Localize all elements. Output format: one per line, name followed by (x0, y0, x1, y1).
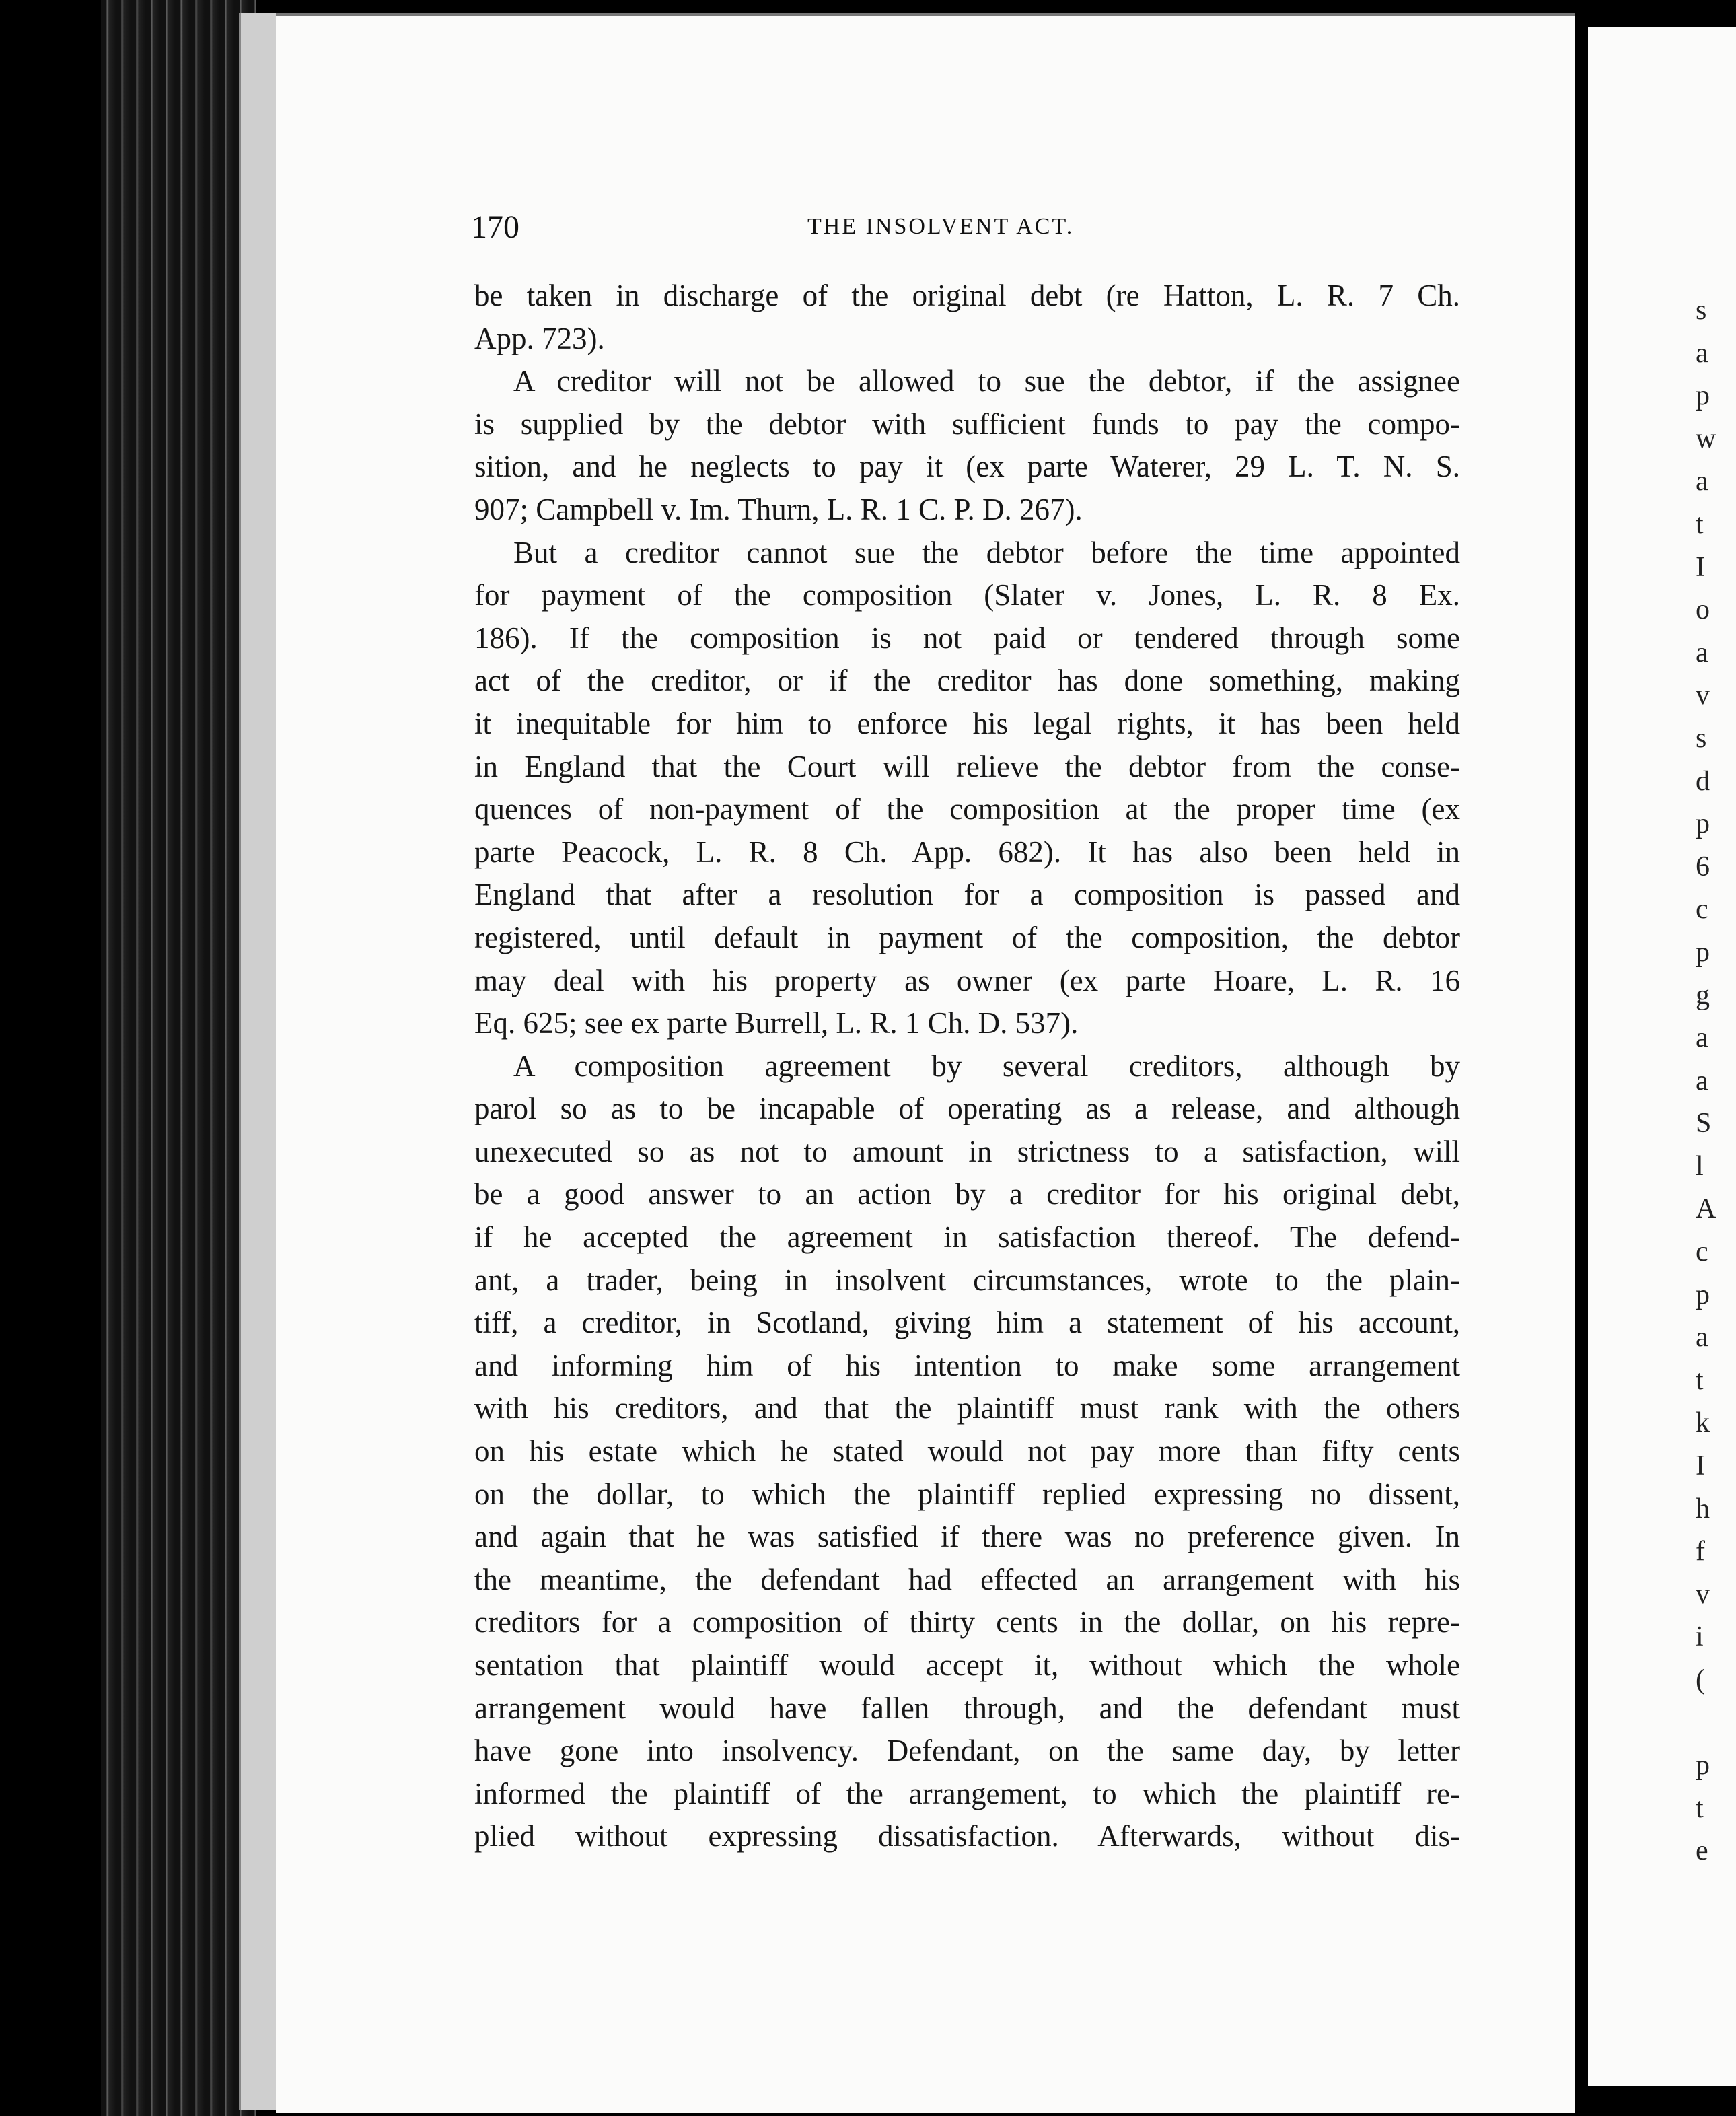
facing-page-fragment: c (1696, 894, 1708, 925)
facing-page-fragment: I (1696, 551, 1705, 583)
text-line: and informing him of his intention to make some arrangement (474, 1348, 1460, 1382)
text-line: if he accepted the agreement in satisfaction thereof. The defend- (474, 1220, 1460, 1255)
facing-page-fragment: I (1696, 1450, 1705, 1482)
facing-page-fragment: t (1696, 1364, 1704, 1396)
text-line: sition, and he neglects to pay it (ex parte Waterer, 29 L. T. N. S. (474, 450, 1460, 484)
facing-page-fragment: g (1696, 979, 1710, 1011)
facing-page-fragment: 6 (1696, 851, 1710, 882)
facing-page-fragment: e (1696, 1835, 1708, 1867)
book-page-edges (101, 0, 256, 2116)
text-line: informed the plaintiff of the arrangement, to which the plaintiff re- (474, 1776, 1460, 1810)
running-title: THE INSOLVENT ACT. (807, 214, 1075, 239)
facing-page-fragment: a (1696, 1065, 1708, 1096)
facing-page-fragment: v (1696, 1578, 1710, 1610)
facing-page-fragment: f (1696, 1536, 1705, 1567)
text-line: in England that the Court will relieve the debtor from the conse- (474, 749, 1460, 783)
facing-page-fragment: o (1696, 594, 1710, 626)
text-line: parol so as to be incapable of operating as a release, and although (474, 1092, 1460, 1126)
facing-page-fragment: w (1696, 423, 1716, 454)
text-line: may deal with his property as owner (ex parte Hoare, L. R. 16 (474, 963, 1460, 997)
facing-page-fragment: ( (1696, 1664, 1705, 1695)
text-line: and again that he was satisfied if there was no preference given. In (474, 1520, 1460, 1554)
facing-page-fragment: i (1696, 1621, 1704, 1653)
text-line: act of the creditor, or if the creditor has done something, making (474, 664, 1460, 698)
text-line: have gone into insolvency. Defendant, on the same day, by letter (474, 1734, 1460, 1768)
facing-page-fragment (1588, 1702, 1736, 1745)
facing-page (1588, 27, 1736, 2086)
text-line: 907; Campbell v. Im. Thurn, L. R. 1 C. P. D. 267). (474, 492, 1083, 526)
facing-page-fragment: s (1696, 295, 1707, 326)
page-header (471, 209, 1460, 249)
page-number: 170 (471, 209, 519, 245)
facing-page-fragment: l (1696, 1150, 1704, 1182)
text-line: creditors for a composition of thirty cents in the dollar, on his repre- (474, 1605, 1460, 1639)
facing-page-fragment: p (1696, 1750, 1710, 1782)
facing-page-fragment: S (1696, 1108, 1712, 1139)
facing-page-fragment: a (1696, 637, 1708, 668)
text-line: be a good answer to an action by a creditor for his original debt, (474, 1177, 1460, 1211)
text-line: ant, a trader, being in insolvent circumstances, wrote to the plain- (474, 1263, 1460, 1297)
facing-page-fragment: p (1696, 936, 1710, 968)
facing-page-fragment: p (1696, 1279, 1710, 1310)
facing-page-fragment: p (1696, 808, 1710, 840)
text-line: parte Peacock, L. R. 8 Ch. App. 682). It has also been held in (474, 835, 1460, 869)
facing-page-fragment: p (1696, 380, 1710, 412)
text-line: A composition agreement by several creditors, although by (513, 1049, 1460, 1083)
text-line: plied without expressing dissatisfaction. Afterwards, without dis- (474, 1819, 1460, 1854)
text-line: arrangement would have fallen through, and the defendant must (474, 1691, 1460, 1725)
text-line: registered, until default in payment of the composition, the debtor (474, 920, 1460, 954)
facing-page-fragment: s (1696, 722, 1707, 754)
text-line: be taken in discharge of the original debt (re Hatton, L. R. 7 Ch. (474, 279, 1460, 312)
facing-page-fragment: A (1696, 1193, 1716, 1225)
body-text (474, 275, 1460, 1858)
text-line: for payment of the composition (Slater v. Jones, L. R. 8 Ex. (474, 578, 1460, 612)
facing-page-fragment: a (1696, 1022, 1708, 1054)
facing-page-fragment: h (1696, 1493, 1710, 1524)
text-line: But a creditor cannot sue the debtor before the time appointed (513, 535, 1460, 569)
text-line: App. 723). (474, 321, 605, 355)
facing-page-fragment: a (1696, 466, 1708, 497)
facing-page-fragment: t (1696, 1792, 1704, 1824)
facing-page-fragment: a (1696, 337, 1708, 369)
text-line: tiff, a creditor, in Scotland, giving him a statement of his account, (474, 1306, 1460, 1340)
text-line: sentation that plaintiff would accept it, without which the whole (474, 1648, 1460, 1682)
facing-page-fragment: k (1696, 1407, 1710, 1439)
facing-page-fragment: t (1696, 508, 1704, 540)
facing-page-fragment: v (1696, 680, 1710, 711)
text-line: unexecuted so as not to amount in strictness to a satisfaction, will (474, 1134, 1460, 1168)
text-line: on the dollar, to which the plaintiff replied expressing no dissent, (474, 1477, 1460, 1511)
text-line: 186). If the composition is not paid or tendered through some (474, 621, 1460, 655)
text-line: it inequitable for him to enforce his legal rights, it has been held (474, 706, 1460, 740)
text-line: with his creditors, and that the plaintiff must rank with the others (474, 1391, 1460, 1425)
text-line: A creditor will not be allowed to sue the debtor, if the assignee (513, 364, 1460, 398)
text-line: England that after a resolution for a composition is passed and (474, 878, 1460, 912)
facing-page-fragment: d (1696, 765, 1710, 797)
text-line: is supplied by the debtor with sufficient funds to pay the compo- (474, 407, 1460, 441)
text-line: the meantime, the defendant had effected an arrangement with his (474, 1562, 1460, 1596)
facing-page-fragment: a (1696, 1322, 1708, 1353)
text-line: on his estate which he stated would not pay more than fifty cents (474, 1434, 1460, 1469)
binding-strip (239, 13, 280, 2110)
text-line: quences of non-payment of the composition at the proper time (ex (474, 792, 1460, 826)
facing-page-fragment: c (1696, 1236, 1708, 1268)
text-line: Eq. 625; see ex parte Burrell, L. R. 1 Ch. D. 537). (474, 1006, 1079, 1041)
